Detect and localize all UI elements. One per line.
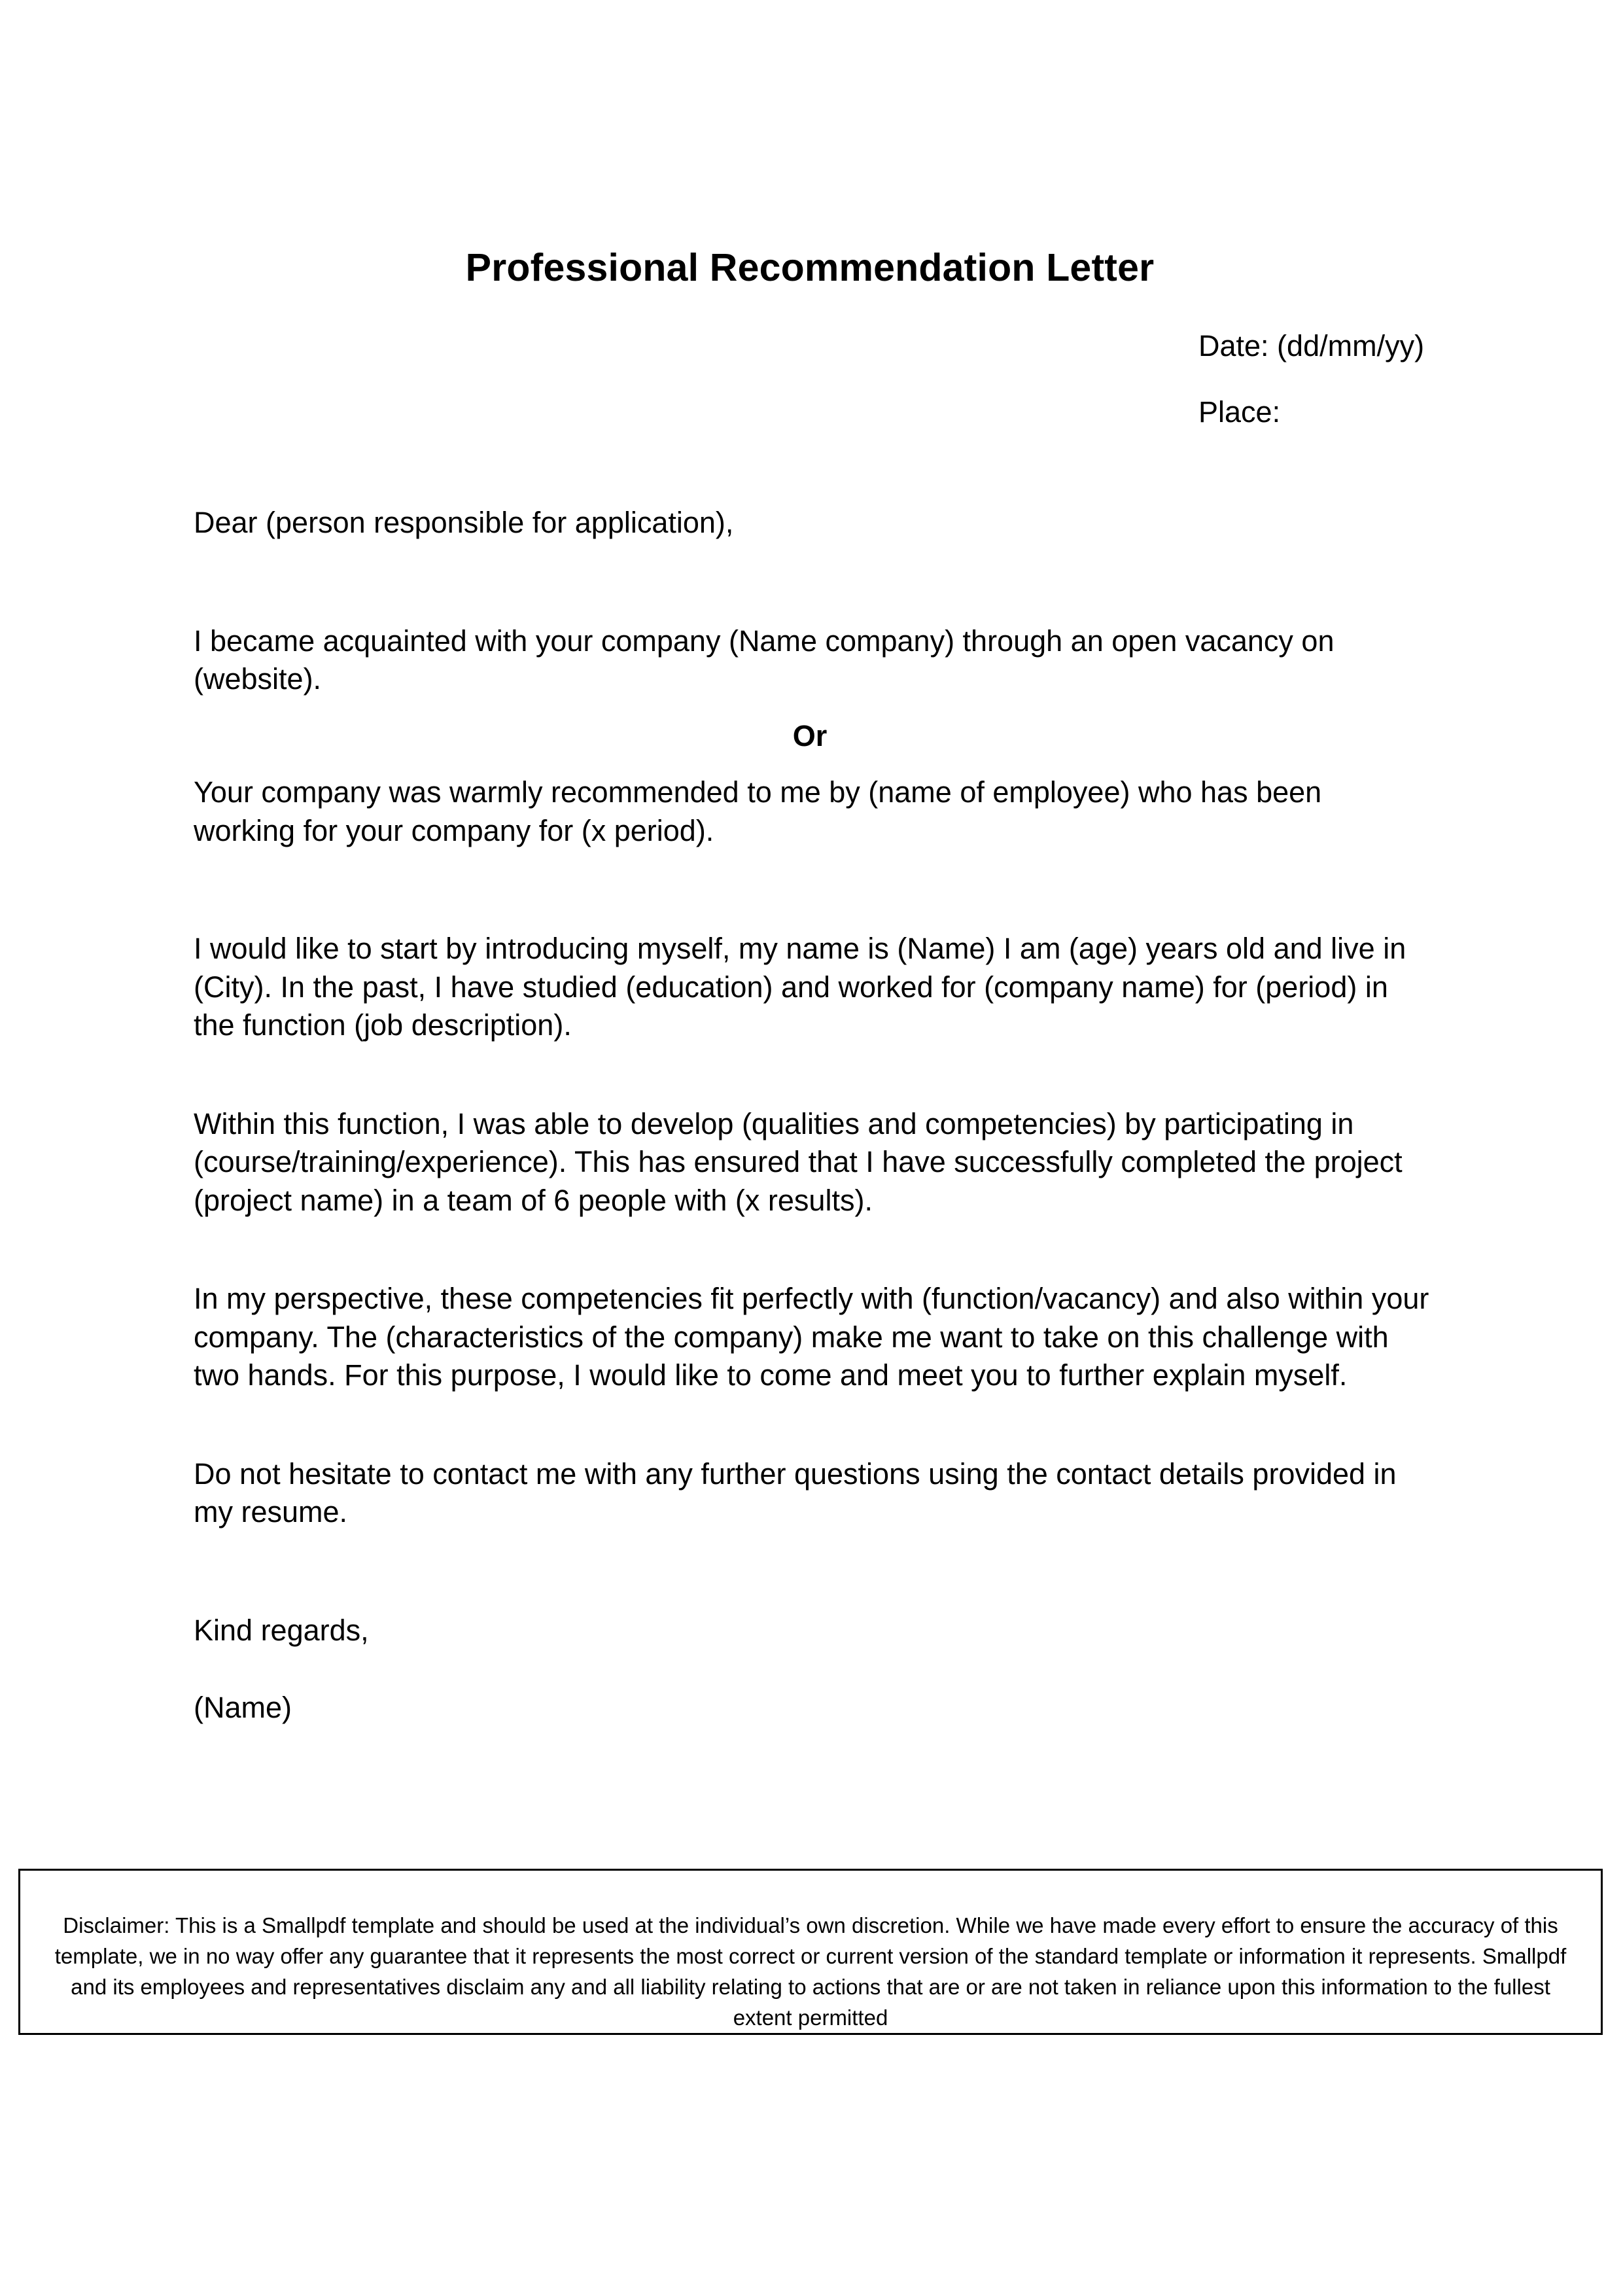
spacer <box>194 1220 1430 1280</box>
disclaimer-text: Disclaimer: This is a Smallpdf template and should be used at the individual’s own discretion. While we have made every effort to ensure the accuracy of this template, we in no way offer any guarantee that it represents the most correct or current version of the standard template or information it represents. Smallpdf and its employees and representatives disclaim any and all liability relating to actions that are or are not taken in reliance upon this information to the fullest extent permitted <box>54 1913 1567 2030</box>
or-divider: Or <box>792 718 828 752</box>
disclaimer-box <box>18 1869 1603 2035</box>
spacer <box>194 1532 1430 1612</box>
spacer <box>194 1650 1430 1689</box>
letter-body <box>194 504 1430 1727</box>
spacer <box>194 699 1430 717</box>
page-title: Professional Recommendation Letter <box>465 245 1155 289</box>
paragraph-competencies: Within this function, I was able to develop (qualities and competencies) by participating in (course/training/experience). This has ensured that I have successfully completed the project (project name) in a team of 6 people with (x results). <box>194 1106 1403 1217</box>
paragraph-about-me: I would like to start by introducing myself, my name is (Name) I am (age) years old and live in (City). In the past, I have studied (education) and worked for (company name) for (period) in the function (job description). <box>194 932 1406 1042</box>
letter-meta-block <box>1198 327 1623 431</box>
spacer <box>194 1045 1430 1105</box>
closing-line: Kind regards, <box>194 1613 369 1647</box>
signature-name: (Name) <box>194 1691 292 1724</box>
spacer <box>194 1395 1430 1455</box>
spacer <box>194 542 1430 622</box>
spacer <box>194 755 1430 773</box>
place-label: Place: <box>1198 395 1281 429</box>
paragraph-fit: In my perspective, these competencies fit perfectly with (function/vacancy) and also within your company. The (characteristics of the company) make me want to take on this challenge with two hands. For this purpose, I would like to come and meet you to further explain myself. <box>194 1282 1429 1392</box>
paragraph-intro-vacancy: I became acquainted with your company (Name company) through an open vacancy on (website). <box>194 624 1335 696</box>
paragraph-contact: Do not hesitate to contact me with any further questions using the contact details provided in my resume. <box>194 1457 1397 1528</box>
salutation: Dear (person responsible for application), <box>194 506 734 539</box>
date-label: Date: (dd/mm/yy) <box>1198 329 1425 362</box>
spacer <box>194 850 1430 930</box>
paragraph-intro-referral: Your company was warmly recommended to me by (name of employee) who has been working for your company for (x period). <box>194 775 1322 847</box>
